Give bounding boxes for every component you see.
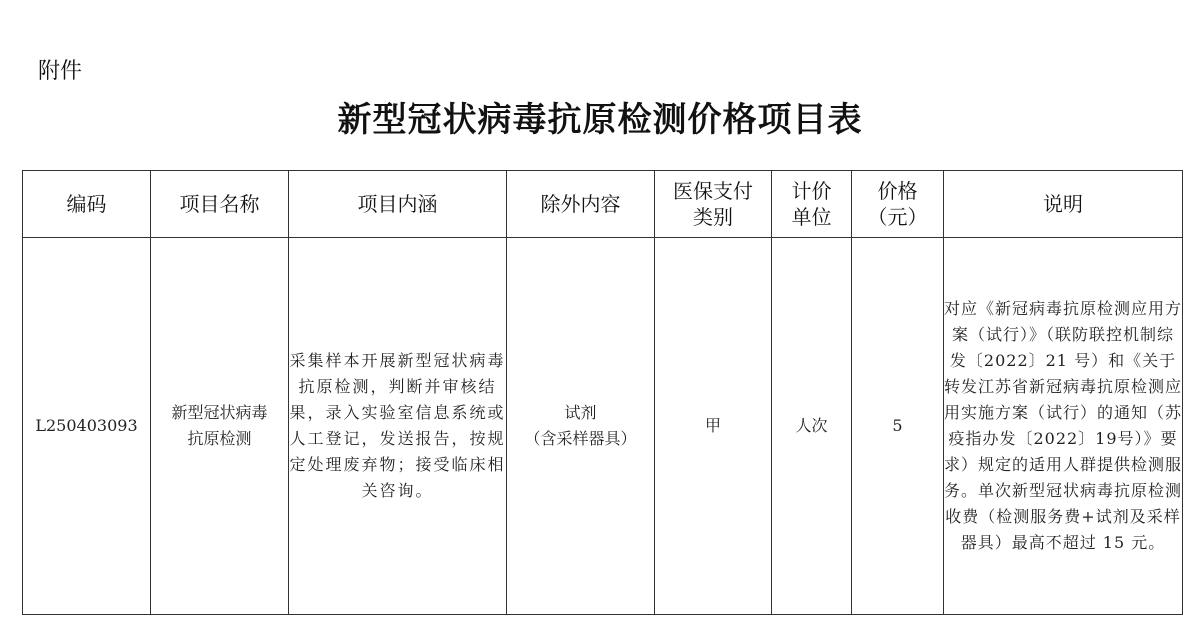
column-header-unit: 计价 单位 [772,171,852,238]
column-header-name: 项目名称 [151,171,289,238]
table-header-row [23,171,1183,238]
column-header-insurance-category: 医保支付 类别 [655,171,772,238]
cell-code: L250403093 [23,238,151,615]
cell-insurance-category: 甲 [655,238,772,615]
column-header-excluded: 除外内容 [507,171,655,238]
cell-name: 新型冠状病毒 抗原检测 [151,238,289,615]
cell-unit: 人次 [772,238,852,615]
column-header-content: 项目内涵 [289,171,507,238]
column-header-note: 说明 [944,171,1183,238]
cell-note: 对应《新冠病毒抗原检测应用方案（试行）》（联防联控机制综发〔2022〕21 号）和《关于转发江苏省新冠病毒抗原检测应用实施方案（试行）的通知（苏疫指办发〔2022〕19号）》要求）规定的适用人群提供检测服务。单次新型冠状病毒抗原检测收费（检测服务费+试剂及采样器具）最高不超过 15 元。 [944,238,1183,615]
cell-excluded: 试剂 （含采样器具） [507,238,655,615]
price-item-table [22,170,1183,615]
cell-content: 采集样本开展新型冠状病毒抗原检测，判断并审核结果，录入实验室信息系统或人工登记，发送报告，按规定处理废弃物；接受临床相关咨询。 [289,238,507,615]
document-title: 新型冠状病毒抗原检测价格项目表 [337,100,863,140]
attachment-label: 附件 [38,59,83,84]
column-header-code: 编码 [23,171,151,238]
cell-price: 5 [852,238,944,615]
table-row [23,238,1183,615]
column-header-price: 价格 （元） [852,171,944,238]
